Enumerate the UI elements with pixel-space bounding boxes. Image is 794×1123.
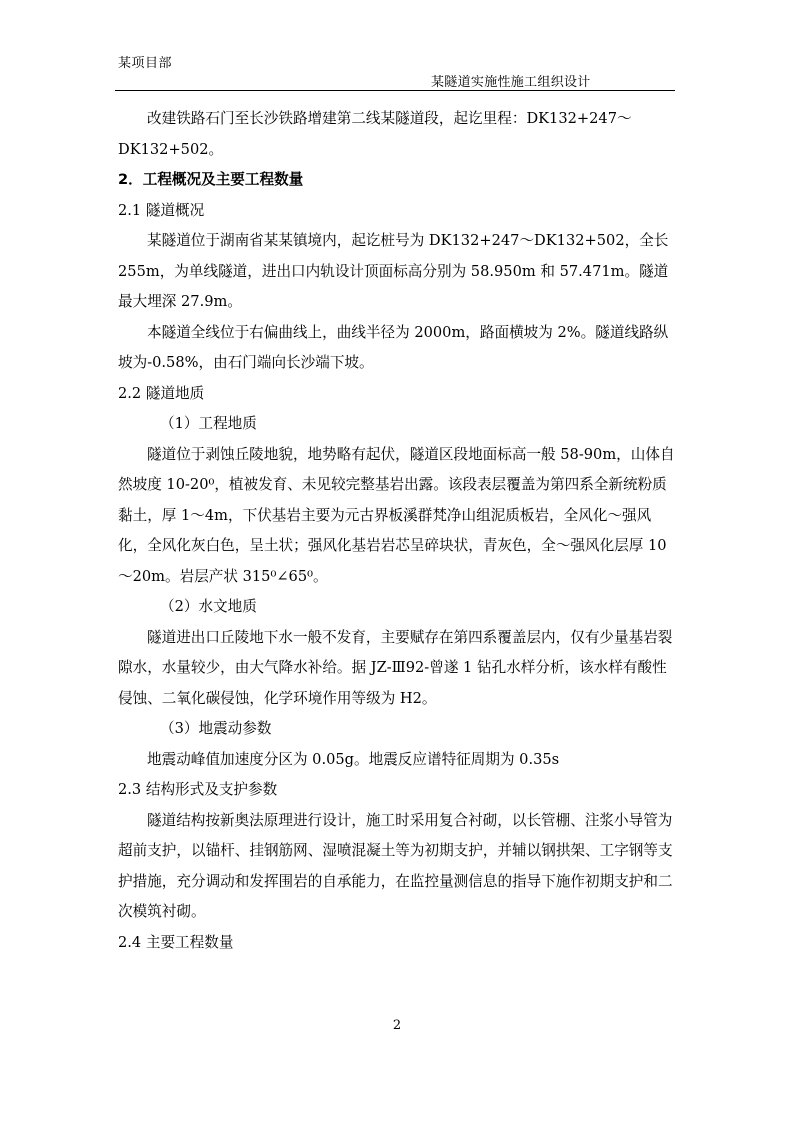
item-heading-engineering-geology: （1）工程地质	[160, 415, 257, 432]
item-heading-seismic: （3）地震动参数	[160, 720, 272, 737]
header-project-department: 某项目部	[118, 56, 173, 71]
subsection-heading-2-4: 2.4 主要工程数量	[118, 933, 234, 951]
paragraph-engineering-geology: 隧道位于剥蚀丘陵地貌，地势略有起伏，隧道区段地面标高一般 58-90m，山体自然坡度 10-20⁰，植被发育、未见较完整基岩出露。该段表层覆盖为第四系全新统粉质黏土，厚 1～4m，下伏基岩主要为元古界板溪群梵净山组泥质板岩，全风化～强风化，全风化灰白色，呈土状；强风化基岩岩芯呈碎块状，青灰色，全～强风化层厚 10～20m。岩层产状 315⁰∠65⁰。	[118, 445, 675, 585]
subsection-heading-2-2: 2.2 隧道地质	[118, 384, 205, 402]
paragraph-structure-support: 隧道结构按新奥法原理进行设计，施工时采用复合衬砌，以长管棚、注浆小导管为超前支护，以锚杆、挂钢筋网、湿喷混凝土等为初期支护，并辅以钢拱架、工字钢等支护措施，充分调动和发挥围岩的自承能力，在监控量测信息的指导下施作初期支护和二次模筑衬砌。	[118, 811, 673, 920]
subsection-heading-2-1: 2.1 隧道概况	[118, 201, 205, 219]
paragraph-hydrogeology: 隧道进出口丘陵地下水一般不发育，主要赋存在第四系覆盖层内，仅有少量基岩裂隙水，水量较少，由大气降水补给。据 JZ-Ⅲ92-曾遂 1 钻孔水样分析，该水样有酸性侵蚀、二氧化碳侵蚀，化学环境作用等级为 H2。	[118, 628, 673, 707]
paragraph-route-intro: 改建铁路石门至长沙铁路增建第二线某隧道段，起讫里程：DK132+247～DK132+502。	[118, 110, 632, 158]
header-rule	[115, 90, 675, 91]
page-number: 2	[392, 1018, 402, 1033]
paragraph-tunnel-overview: 某隧道位于湖南省某某镇境内，起讫桩号为 DK132+247～DK132+502，全长255m，为单线隧道，进出口内轨设计顶面标高分别为 58.950m 和 57.471m。隧道最大埋深 27.9m。	[118, 232, 669, 310]
subsection-heading-2-3: 2.3 结构形式及支护参数	[118, 781, 278, 798]
paragraph-tunnel-alignment: 本隧道全线位于右偏曲线上，曲线半径为 2000m，路面横坡为 2%。隧道线路纵坡为-0.58%，由石门端向长沙端下坡。	[118, 323, 669, 371]
document-body	[118, 104, 678, 958]
paragraph-seismic: 地震动峰值加速度分区为 0.05g。地震反应谱特征周期为 0.35s	[147, 750, 560, 768]
header-document-title: 某隧道实施性施工组织设计	[431, 75, 591, 90]
item-heading-hydrogeology: （2）水文地质	[160, 598, 257, 615]
section-heading-2: 2．工程概况及主要工程数量	[118, 171, 304, 188]
